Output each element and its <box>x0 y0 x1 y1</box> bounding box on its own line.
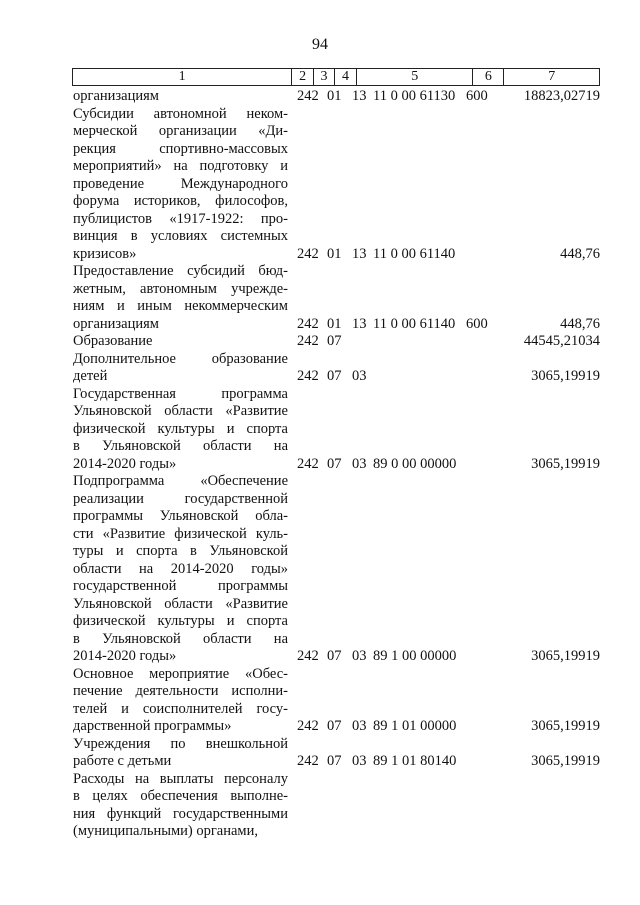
cell-c3: 01 <box>327 88 342 104</box>
table-row <box>73 771 600 841</box>
row-name-line: кризисов» <box>73 245 137 262</box>
cell-c5: 11 0 00 61140 <box>373 245 456 262</box>
row-name-line: в Ульяновской области на <box>73 630 288 647</box>
header-col-7: 7 <box>548 69 556 84</box>
row-name-line: Ульяновской области «Развитие <box>73 403 288 419</box>
cell-c5: 89 1 01 00000 <box>373 718 457 734</box>
row-name-line: Учреждения по внешкольной <box>73 735 288 752</box>
row-name-line: дарственной программы» <box>73 718 232 734</box>
header-col-6: 6 <box>473 69 504 85</box>
cell-c4: 03 <box>352 648 367 664</box>
table-header <box>72 68 600 86</box>
cell-c4: 03 <box>352 718 367 734</box>
cell-c7: 3065,19919 <box>531 718 600 734</box>
cell-c6: 600 <box>466 88 488 104</box>
row-name-line: реализации государственной <box>73 490 288 507</box>
row-codes <box>73 316 600 334</box>
row-name-line: жетным, автономным учрежде- <box>73 280 288 297</box>
cell-c3: 07 <box>327 368 342 384</box>
table-row <box>73 351 600 386</box>
cell-c4: 13 <box>352 88 367 104</box>
row-name-line: в целях обеспечения выполне- <box>73 788 288 804</box>
row-codes <box>73 246 600 264</box>
row-name-line: организациям <box>73 315 159 332</box>
row-name-line: физической культуры и спорта <box>73 613 288 629</box>
cell-c3: 01 <box>327 245 342 262</box>
row-name-line: Государственная программа <box>73 385 288 402</box>
cell-c3: 07 <box>327 455 342 472</box>
cell-c7: 3065,19919 <box>531 753 600 769</box>
row-name <box>73 473 288 666</box>
cell-c2: 242 <box>297 315 319 332</box>
row-name-line: мерческой организации «Ди- <box>73 123 288 139</box>
cell-c7: 448,76 <box>560 245 600 262</box>
row-codes <box>73 368 600 386</box>
row-name-line: публицистов «1917-1922: про- <box>73 210 288 227</box>
table-row <box>73 106 600 264</box>
page-number: 94 <box>312 36 328 53</box>
table-body <box>73 88 600 841</box>
row-name-line: Субсидии автономной неком- <box>73 105 288 122</box>
header-col-4: 4 <box>335 69 357 85</box>
row-name-line: Образование <box>73 333 153 349</box>
row-name-line: мероприятий» на подготовку и <box>73 158 288 174</box>
cell-c4: 13 <box>352 315 367 332</box>
table-row <box>73 473 600 666</box>
cell-c5: 89 1 00 00000 <box>373 648 457 664</box>
row-name-line: физической культуры и спорта <box>73 420 288 437</box>
cell-c4: 03 <box>352 455 367 472</box>
cell-c2: 242 <box>297 648 319 664</box>
row-name-line: Дополнительное образование <box>73 350 288 367</box>
row-name-line: ния функций государственными <box>73 805 288 822</box>
cell-c2: 242 <box>297 368 319 384</box>
table-row <box>73 736 600 771</box>
cell-c3: 07 <box>327 648 342 664</box>
header-col-3: 3 <box>314 69 335 85</box>
cell-c4: 03 <box>352 753 367 769</box>
row-name-line: рекция спортивно-массовых <box>73 140 288 157</box>
row-name-line: 2014-2020 годы» <box>73 455 177 472</box>
row-name-line: сти «Развитие физической куль- <box>73 525 288 542</box>
row-name-line: ниям и иным некоммерческим <box>73 298 288 314</box>
row-name <box>73 106 288 264</box>
row-name-line: работе с детьми <box>73 753 172 769</box>
cell-c2: 242 <box>297 455 319 472</box>
row-codes <box>73 753 600 771</box>
cell-c5: 11 0 00 61140 <box>373 315 456 332</box>
row-name-line: Предоставление субсидий бюд- <box>73 263 288 279</box>
cell-c3: 01 <box>327 315 342 332</box>
cell-c7: 18823,02719 <box>523 88 600 104</box>
table-row <box>73 386 600 474</box>
row-name-line: детей <box>73 368 108 384</box>
table-row <box>73 666 600 736</box>
row-name-line: (муниципальными) органами, <box>73 823 258 839</box>
row-name-line: печение деятельности исполни- <box>73 683 288 699</box>
row-name-line: форума историков, философов, <box>73 193 288 209</box>
header-col-5: 5 <box>357 69 474 85</box>
table-row <box>73 88 600 106</box>
row-codes <box>73 823 600 841</box>
cell-c7: 3065,19919 <box>531 455 600 472</box>
row-name-line: проведение Международного <box>73 175 288 192</box>
row-name-line: программы Ульяновской обла- <box>73 508 288 524</box>
header-col-2: 2 <box>292 69 314 85</box>
cell-c2: 242 <box>297 245 319 262</box>
cell-c2: 242 <box>297 333 319 349</box>
row-codes <box>73 648 600 666</box>
row-name-line: Ульяновской области «Развитие <box>73 595 288 612</box>
row-codes <box>73 718 600 736</box>
row-name-line: Подпрограмма «Обеспечение <box>73 473 288 489</box>
row-name-line: телей и соисполнителей госу- <box>73 700 288 717</box>
cell-c6: 600 <box>466 315 488 332</box>
cell-c3: 07 <box>327 333 342 349</box>
row-name-line: туры и спорта в Ульяновской <box>73 543 288 559</box>
header-col-1: 1 <box>73 69 292 85</box>
cell-c7: 3065,19919 <box>531 368 600 384</box>
row-name-line: 2014-2020 годы» <box>73 648 177 664</box>
row-name-line: области на 2014-2020 годы» <box>73 560 288 577</box>
row-name-line: Основное мероприятие «Обес- <box>73 665 288 682</box>
row-name-line: государственной программы <box>73 578 288 594</box>
cell-c4: 03 <box>352 368 367 384</box>
cell-c4: 13 <box>352 245 367 262</box>
cell-c2: 242 <box>297 88 319 104</box>
row-name-line: винция в условиях системных <box>73 228 288 244</box>
cell-c2: 242 <box>297 753 319 769</box>
row-codes <box>73 88 600 106</box>
table-row <box>73 333 600 351</box>
cell-c3: 07 <box>327 753 342 769</box>
cell-c3: 07 <box>327 718 342 734</box>
cell-c5: 89 1 01 80140 <box>373 753 457 769</box>
row-name-line: в Ульяновской области на <box>73 438 288 454</box>
row-codes <box>73 456 600 474</box>
cell-c2: 242 <box>297 718 319 734</box>
row-codes <box>73 333 600 351</box>
row-name-line: Расходы на выплаты персоналу <box>73 770 288 787</box>
cell-c7: 448,76 <box>560 315 600 332</box>
table-row <box>73 263 600 333</box>
cell-c5: 89 0 00 00000 <box>373 455 457 472</box>
cell-c5: 11 0 00 61130 <box>373 88 456 104</box>
cell-c7: 3065,19919 <box>531 648 600 664</box>
cell-c7: 44545,21034 <box>523 333 600 349</box>
row-name-line: организациям <box>73 88 159 104</box>
